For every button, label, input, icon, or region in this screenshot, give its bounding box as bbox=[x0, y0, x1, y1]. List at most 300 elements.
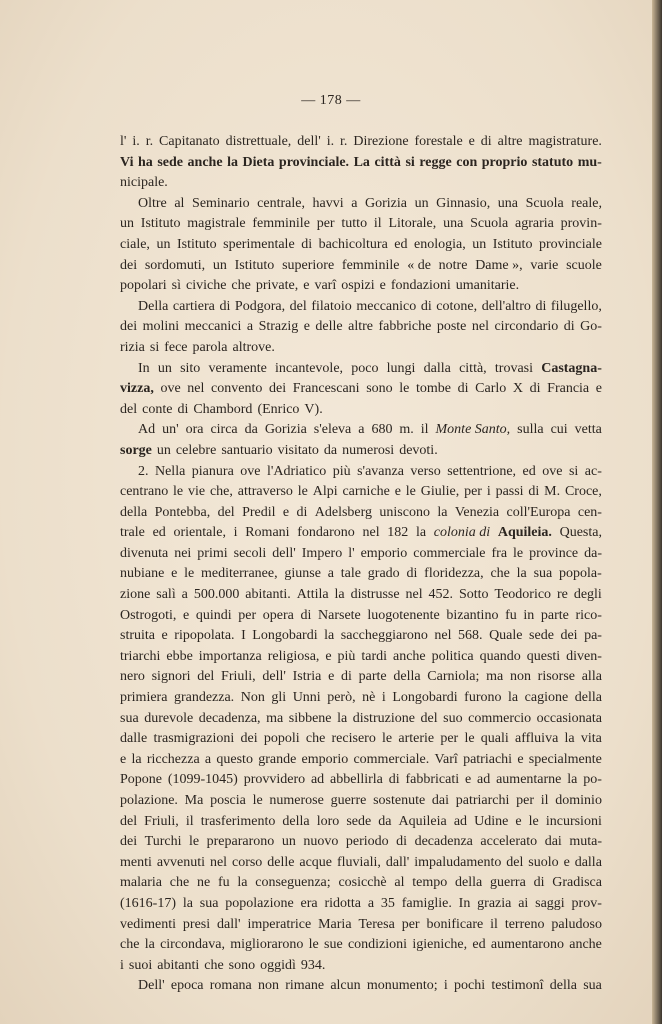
word: cen- bbox=[577, 504, 602, 520]
text-line bbox=[120, 256, 602, 277]
word: di bbox=[480, 134, 492, 149]
word: conseguenza; bbox=[255, 875, 331, 891]
word: acque bbox=[299, 854, 333, 870]
word: Gorizia bbox=[264, 422, 307, 438]
word: meccanici bbox=[184, 319, 242, 335]
word: nel bbox=[434, 628, 452, 644]
word: alcun bbox=[330, 978, 361, 994]
word: filatoio bbox=[311, 298, 352, 314]
word: visitato bbox=[277, 442, 319, 458]
word: la bbox=[415, 525, 427, 541]
text-line bbox=[120, 750, 602, 771]
word: i. bbox=[326, 134, 335, 149]
body-text bbox=[120, 132, 602, 997]
word: ospizi bbox=[341, 278, 375, 294]
word: non bbox=[257, 978, 279, 994]
word: veramente bbox=[208, 360, 267, 376]
word: triarchi bbox=[120, 648, 161, 664]
word: quando bbox=[479, 648, 521, 664]
word: Litorale, bbox=[388, 216, 437, 232]
word: Ostrogoti, bbox=[120, 607, 177, 623]
word: questo bbox=[216, 751, 253, 767]
word: commercio bbox=[468, 710, 532, 726]
word: ripopolata. bbox=[174, 628, 235, 644]
word: l'Adriatico bbox=[266, 463, 327, 479]
word: arterie bbox=[398, 731, 435, 747]
word: Longobardi bbox=[392, 690, 458, 706]
word: zione bbox=[120, 587, 151, 603]
word: che bbox=[120, 937, 140, 953]
word: Ma bbox=[184, 793, 204, 808]
word: numerosi bbox=[342, 442, 395, 458]
word: statuto bbox=[531, 154, 574, 170]
word: della bbox=[549, 978, 577, 994]
text-line bbox=[120, 276, 602, 297]
word: 452. bbox=[428, 587, 454, 603]
word: le bbox=[252, 793, 263, 808]
text-line bbox=[120, 915, 602, 936]
word: sue bbox=[324, 937, 343, 953]
word: forestale bbox=[414, 134, 463, 149]
text-line bbox=[120, 359, 602, 380]
word: trale bbox=[120, 525, 145, 541]
word: e bbox=[325, 648, 332, 664]
word: provin- bbox=[560, 216, 602, 232]
word: superiore bbox=[282, 257, 335, 273]
word: signori bbox=[151, 669, 191, 685]
word: regge bbox=[419, 154, 452, 170]
word: da bbox=[323, 442, 338, 458]
word: che bbox=[305, 731, 326, 747]
word: prepararono bbox=[206, 834, 275, 850]
word: luogotenente bbox=[367, 607, 440, 623]
word: bachicoltura bbox=[318, 236, 388, 252]
word: sede bbox=[529, 628, 554, 644]
word: cosicchè bbox=[338, 875, 387, 891]
word: le bbox=[513, 545, 524, 561]
word: circondava, bbox=[160, 937, 225, 953]
word: s'eleva bbox=[313, 422, 352, 438]
word: le bbox=[297, 484, 308, 500]
word: un bbox=[156, 442, 171, 458]
word: (1616-17) bbox=[120, 895, 176, 911]
word: nel bbox=[187, 381, 205, 397]
word: struita bbox=[120, 628, 155, 644]
text-line bbox=[120, 626, 602, 647]
word: avvenuti bbox=[156, 854, 206, 870]
word: l' bbox=[348, 545, 355, 561]
word: Teodorico bbox=[494, 587, 552, 603]
word: pa- bbox=[584, 628, 602, 644]
word: del bbox=[289, 298, 307, 314]
word: attraverso bbox=[237, 484, 293, 500]
text-line bbox=[120, 400, 602, 421]
text-line bbox=[120, 791, 602, 812]
text-line bbox=[120, 173, 602, 194]
word: Aquileia. bbox=[497, 525, 552, 541]
word: Istituto bbox=[234, 257, 275, 273]
word: Maria bbox=[318, 916, 352, 932]
word: menti bbox=[120, 854, 152, 870]
word: fondarono bbox=[297, 525, 355, 541]
word: da- bbox=[584, 545, 602, 561]
word: imperatrice bbox=[247, 916, 312, 932]
word: affluiva bbox=[515, 731, 559, 747]
word: durevole bbox=[144, 710, 194, 726]
word: importanza bbox=[198, 648, 262, 664]
word: Istituto bbox=[176, 236, 217, 252]
word: grandezza. bbox=[173, 690, 235, 706]
word: guerre bbox=[330, 793, 367, 808]
word: Non bbox=[240, 690, 265, 706]
word: nel bbox=[471, 319, 489, 335]
word: ebbe bbox=[166, 648, 193, 664]
word: le bbox=[399, 381, 410, 397]
word: della bbox=[120, 504, 148, 520]
word: Capitanato bbox=[159, 134, 220, 149]
word: di bbox=[420, 298, 432, 314]
word: ed bbox=[394, 236, 408, 252]
word: nè bbox=[362, 690, 376, 706]
word: 680 bbox=[371, 422, 393, 438]
word: Turchi bbox=[144, 834, 182, 850]
word: In bbox=[138, 360, 150, 376]
word: r. bbox=[145, 134, 154, 149]
word: saccheggiarono bbox=[340, 628, 428, 644]
text-line bbox=[120, 853, 602, 874]
word: Giulie, bbox=[420, 484, 460, 500]
word: a bbox=[367, 895, 375, 911]
word: di bbox=[563, 319, 575, 335]
word: e bbox=[515, 813, 522, 829]
word: prov- bbox=[571, 895, 602, 911]
word: furono bbox=[464, 690, 502, 706]
word: Strazig bbox=[258, 319, 299, 335]
word: re bbox=[557, 587, 568, 603]
word: città bbox=[374, 154, 401, 170]
word: popoli bbox=[263, 731, 300, 747]
word: e bbox=[171, 566, 178, 582]
word: abitanti. bbox=[245, 587, 291, 603]
word: dalle bbox=[120, 731, 148, 747]
word: Francia bbox=[547, 381, 590, 397]
word: patriarchi bbox=[455, 793, 510, 808]
word: dei bbox=[120, 834, 138, 850]
word: sua bbox=[533, 566, 553, 582]
word: devoti. bbox=[399, 442, 438, 458]
word: fu bbox=[505, 607, 517, 623]
word: una bbox=[443, 216, 464, 232]
word: bonificare bbox=[426, 916, 484, 932]
word: distrusse bbox=[350, 587, 400, 603]
word: sito bbox=[180, 360, 201, 376]
word: del bbox=[197, 669, 215, 685]
word: notre bbox=[438, 257, 468, 273]
word: di bbox=[529, 381, 541, 397]
word: Carniola; bbox=[427, 669, 480, 685]
word: sì bbox=[171, 278, 181, 294]
word: incursioni bbox=[545, 813, 602, 829]
word: sorge bbox=[120, 442, 152, 458]
word: dalla bbox=[423, 360, 451, 376]
word: Gradisca bbox=[552, 875, 602, 891]
word: che bbox=[169, 875, 190, 891]
word: Carlo bbox=[475, 381, 507, 397]
word: 35 bbox=[380, 895, 395, 911]
word: e bbox=[468, 134, 475, 149]
word: ove bbox=[542, 463, 563, 479]
word: ma bbox=[486, 669, 504, 685]
word: uniscono bbox=[379, 504, 430, 520]
word: meccanico bbox=[356, 298, 417, 314]
word: fu bbox=[217, 875, 230, 891]
word: umanitarie. bbox=[455, 278, 520, 294]
text-line bbox=[120, 585, 602, 606]
word: in bbox=[523, 607, 535, 623]
word: romana bbox=[209, 978, 252, 994]
word: Go- bbox=[580, 319, 602, 335]
word: di bbox=[388, 772, 400, 788]
word: occasionata bbox=[536, 710, 602, 726]
text-line bbox=[120, 770, 602, 791]
word: di bbox=[219, 298, 231, 314]
word: distruzione bbox=[352, 710, 415, 726]
word: grazia bbox=[477, 895, 512, 911]
word: quali bbox=[480, 731, 509, 747]
page-number: — 178 — bbox=[301, 93, 361, 108]
word: famiglie. bbox=[401, 895, 452, 911]
word: le bbox=[184, 566, 195, 582]
word: verso bbox=[410, 463, 441, 479]
word: centrano bbox=[120, 484, 169, 500]
word: poscia bbox=[210, 793, 246, 808]
text-line bbox=[120, 894, 602, 915]
word: abitanti bbox=[157, 957, 200, 973]
word: provinciale. bbox=[278, 154, 350, 170]
word: saggi bbox=[535, 895, 565, 911]
word: ove bbox=[160, 381, 181, 397]
word: l' bbox=[120, 134, 127, 149]
word: In bbox=[458, 895, 471, 911]
word: rizia bbox=[120, 339, 145, 355]
word: di bbox=[300, 607, 312, 623]
word: nei bbox=[174, 545, 192, 561]
word: Scuola bbox=[525, 195, 564, 211]
word: bizantino bbox=[446, 607, 499, 623]
word: sua bbox=[199, 895, 219, 911]
word: i bbox=[381, 690, 386, 706]
word: Narsete bbox=[318, 607, 361, 623]
word: e bbox=[303, 278, 310, 294]
word: private, bbox=[255, 278, 299, 294]
word: carniche bbox=[342, 484, 390, 500]
word: di bbox=[457, 381, 469, 397]
word: aumentarono bbox=[490, 937, 564, 953]
word: il bbox=[185, 813, 194, 829]
word: di bbox=[341, 669, 352, 685]
word: la bbox=[227, 154, 238, 170]
word: delle bbox=[267, 854, 295, 870]
word: a bbox=[204, 751, 212, 767]
word: La bbox=[353, 154, 370, 170]
word: fra bbox=[491, 545, 508, 561]
word: e bbox=[394, 484, 401, 500]
word: dominio bbox=[555, 793, 602, 808]
word: di bbox=[177, 401, 189, 417]
text-line bbox=[120, 503, 602, 524]
word: ad bbox=[477, 772, 491, 788]
word: sperimentale bbox=[223, 236, 295, 252]
word: 182 bbox=[387, 525, 409, 541]
word: gli bbox=[271, 690, 287, 706]
word: Attila bbox=[296, 587, 329, 603]
word: giunse bbox=[284, 566, 321, 582]
word: dell'altro bbox=[481, 298, 531, 314]
word: a bbox=[351, 195, 358, 211]
word: dell' bbox=[272, 545, 296, 561]
word: fondazioni bbox=[390, 278, 451, 294]
word: il bbox=[540, 793, 549, 808]
text-line bbox=[120, 153, 602, 174]
word: mediterranee, bbox=[201, 566, 278, 582]
word: grado bbox=[367, 566, 400, 582]
word: dall' bbox=[385, 854, 410, 870]
word: le bbox=[405, 484, 416, 500]
word: e bbox=[282, 504, 290, 520]
word: degli bbox=[573, 587, 602, 603]
word: Vi bbox=[120, 154, 134, 170]
word: corso bbox=[231, 854, 263, 870]
word: varî bbox=[314, 278, 337, 294]
word: V). bbox=[304, 401, 323, 417]
word: reale, bbox=[571, 195, 602, 211]
word: e bbox=[161, 628, 168, 644]
text-line bbox=[120, 709, 602, 730]
word: la bbox=[144, 937, 155, 953]
word: 500.000 bbox=[193, 587, 240, 603]
word: po- bbox=[583, 772, 602, 788]
word: Romani bbox=[245, 525, 290, 541]
word: il bbox=[420, 422, 429, 438]
word: Seminario bbox=[192, 195, 250, 211]
word: parte bbox=[358, 669, 387, 685]
word: più bbox=[337, 648, 356, 664]
word: le bbox=[528, 813, 539, 829]
text-line bbox=[120, 729, 602, 750]
word: alla bbox=[581, 669, 602, 685]
word: si bbox=[405, 154, 415, 170]
text-line bbox=[120, 132, 602, 153]
word: Oltre bbox=[138, 195, 167, 211]
word: incantevole, bbox=[275, 360, 344, 376]
word: accelerato bbox=[480, 834, 538, 850]
word: sono bbox=[366, 381, 393, 397]
word: un bbox=[281, 834, 296, 850]
text-line bbox=[120, 462, 602, 483]
word: divenuta bbox=[120, 545, 169, 561]
word: filugello, bbox=[550, 298, 602, 314]
word: del bbox=[120, 813, 138, 829]
word: dei bbox=[240, 731, 258, 747]
word: mu- bbox=[577, 154, 602, 170]
word: al bbox=[174, 195, 185, 211]
word: muta- bbox=[569, 834, 602, 850]
word: varie bbox=[530, 257, 559, 273]
word: di bbox=[528, 484, 540, 500]
word: fabbriche bbox=[378, 319, 432, 335]
word: parola bbox=[192, 339, 228, 355]
word: agraria bbox=[514, 216, 554, 232]
word: delle bbox=[315, 319, 343, 335]
word: convento bbox=[211, 381, 263, 397]
word: presi bbox=[182, 916, 211, 932]
word: di bbox=[533, 875, 545, 891]
word: però, bbox=[327, 690, 356, 706]
word: ove bbox=[240, 463, 261, 479]
word: che bbox=[231, 278, 251, 294]
word: Podgora, bbox=[234, 298, 286, 314]
word: anche bbox=[569, 937, 602, 953]
word: nel bbox=[209, 854, 228, 870]
word: parte bbox=[540, 607, 569, 623]
word: trasferimento bbox=[200, 813, 276, 829]
word: grande bbox=[258, 751, 297, 767]
word: 934. bbox=[300, 957, 326, 973]
word: tale bbox=[340, 566, 361, 582]
word: fece bbox=[164, 339, 188, 355]
word: X bbox=[512, 381, 524, 397]
word: circondario bbox=[494, 319, 559, 335]
word: monumento; bbox=[366, 978, 438, 994]
word: ed bbox=[472, 937, 486, 953]
word: Pontebba, bbox=[154, 504, 211, 520]
word: tombe bbox=[416, 381, 452, 397]
word: Gorizia bbox=[365, 195, 407, 211]
word: dell' bbox=[262, 669, 286, 685]
word: pochi bbox=[454, 978, 486, 994]
text-line bbox=[120, 956, 602, 977]
word: oggidì bbox=[260, 957, 296, 973]
word: Chambord bbox=[193, 401, 253, 417]
word: dei bbox=[120, 319, 138, 335]
word: (Enrico bbox=[257, 401, 300, 417]
word: le bbox=[464, 731, 475, 747]
word: Istria bbox=[292, 669, 322, 685]
word: paludoso bbox=[551, 916, 602, 932]
word: dai bbox=[544, 834, 562, 850]
word: Teresa bbox=[358, 916, 395, 932]
word: santuario bbox=[221, 442, 273, 458]
word: per bbox=[440, 731, 459, 747]
word: un bbox=[120, 216, 134, 232]
word: da bbox=[244, 422, 258, 438]
word: sede bbox=[157, 154, 184, 170]
word: dall' bbox=[217, 916, 241, 932]
word: ai bbox=[518, 895, 529, 911]
word: le bbox=[173, 484, 184, 500]
word: e bbox=[328, 669, 335, 685]
word: dei bbox=[268, 381, 287, 397]
word: di bbox=[296, 504, 308, 520]
word: la bbox=[508, 690, 519, 706]
word: cagione bbox=[524, 690, 569, 706]
word: opera bbox=[262, 607, 294, 623]
text-line bbox=[120, 935, 602, 956]
word: Nella bbox=[154, 463, 186, 479]
word: nuovo bbox=[303, 834, 339, 850]
word: un' bbox=[162, 422, 179, 438]
word: rimane bbox=[285, 978, 325, 994]
